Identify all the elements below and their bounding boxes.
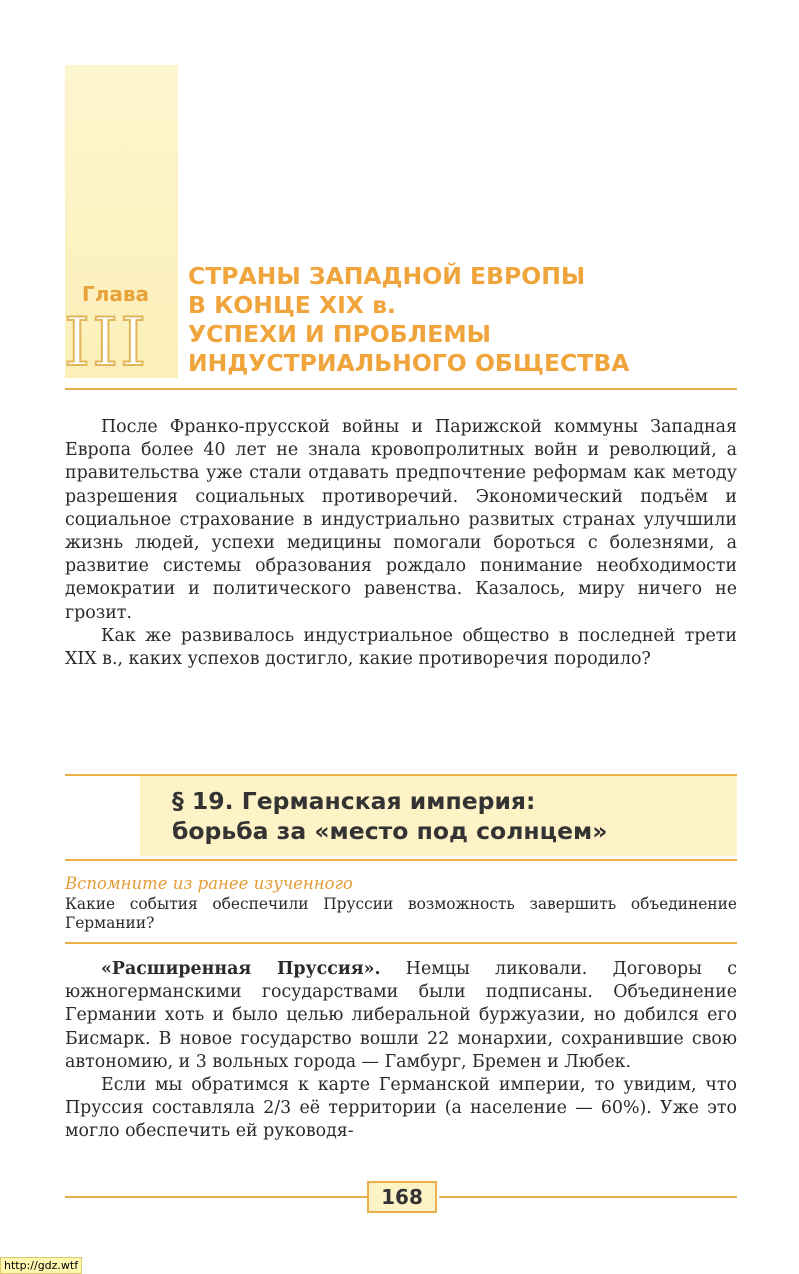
section-title-line: борьба за «место под солнцем» xyxy=(172,817,608,845)
section-title xyxy=(172,786,607,846)
section-divider-bottom xyxy=(65,859,737,861)
chapter-title-line: СТРАНЫ ЗАПАДНОЙ ЕВРОПЫ xyxy=(188,262,586,290)
intro-paragraph: Как же развивалось индустриальное общество в последней трети XIX в., каких успехов достигло, какие противоречия породило? xyxy=(65,625,737,670)
chapter-intro xyxy=(65,416,737,671)
footer-rule-right xyxy=(439,1196,737,1198)
chapter-title-line: УСПЕХИ И ПРОБЛЕМЫ xyxy=(188,320,491,348)
chapter-number: III xyxy=(64,304,149,381)
recall-question: Какие события обеспечили Пруссии возможность завершить объединение Германии? xyxy=(65,895,737,932)
body-paragraph xyxy=(65,958,737,1074)
paragraph-text: Немцы ликовали. Договоры с южногерманскими государствами были подписаны. Объединение Германии хоть и было целью либеральной буржуазии, но добился его Бисмарк. В новое государство вошли 22 монархии, сохранившие свою автономию, и 3 вольных города — Гамбург, Бремен и Любек. xyxy=(65,959,737,1072)
section-body xyxy=(65,958,737,1144)
footer-rule-left xyxy=(65,1196,367,1198)
chapter-title-line: В КОНЦЕ XIX в. xyxy=(188,291,396,319)
watermark-link[interactable]: http://gdz.wtf xyxy=(0,1257,82,1274)
recall-divider xyxy=(65,942,737,944)
chapter-title xyxy=(188,262,629,378)
body-paragraph: Если мы обратимся к карте Германской империи, то увидим, что Пруссия составляла 2/3 её территории (а население — 60%). Уже это могло обеспечить ей руководя- xyxy=(65,1075,737,1142)
recall-heading: Вспомните из ранее изученного xyxy=(65,874,353,893)
chapter-label: Глава xyxy=(82,282,150,306)
section-title-line: § 19. Германская империя: xyxy=(172,787,536,815)
intro-paragraph: После Франко-прусской войны и Парижской коммуны Западная Европа более 40 лет не знала кровопролитных войн и революций, а правительства уже стали отдавать предпочтение реформам как методу разрешения социальных противоречий. Экономический подъём и социальное страхование в индустриально развитых странах улучшили жизнь людей, успехи медицины помогали бороться с болезнями, а развитие системы образования рождало понимание необходимости демократии и политического равенства. Казалось, миру ничего не грозит. xyxy=(65,417,737,623)
page-number: 168 xyxy=(367,1181,437,1213)
chapter-title-line: ИНДУСТРИАЛЬНОГО ОБЩЕСТВА xyxy=(188,349,630,377)
chapter-divider xyxy=(65,388,737,390)
paragraph-lead: «Расширенная Пруссия». xyxy=(101,959,381,979)
